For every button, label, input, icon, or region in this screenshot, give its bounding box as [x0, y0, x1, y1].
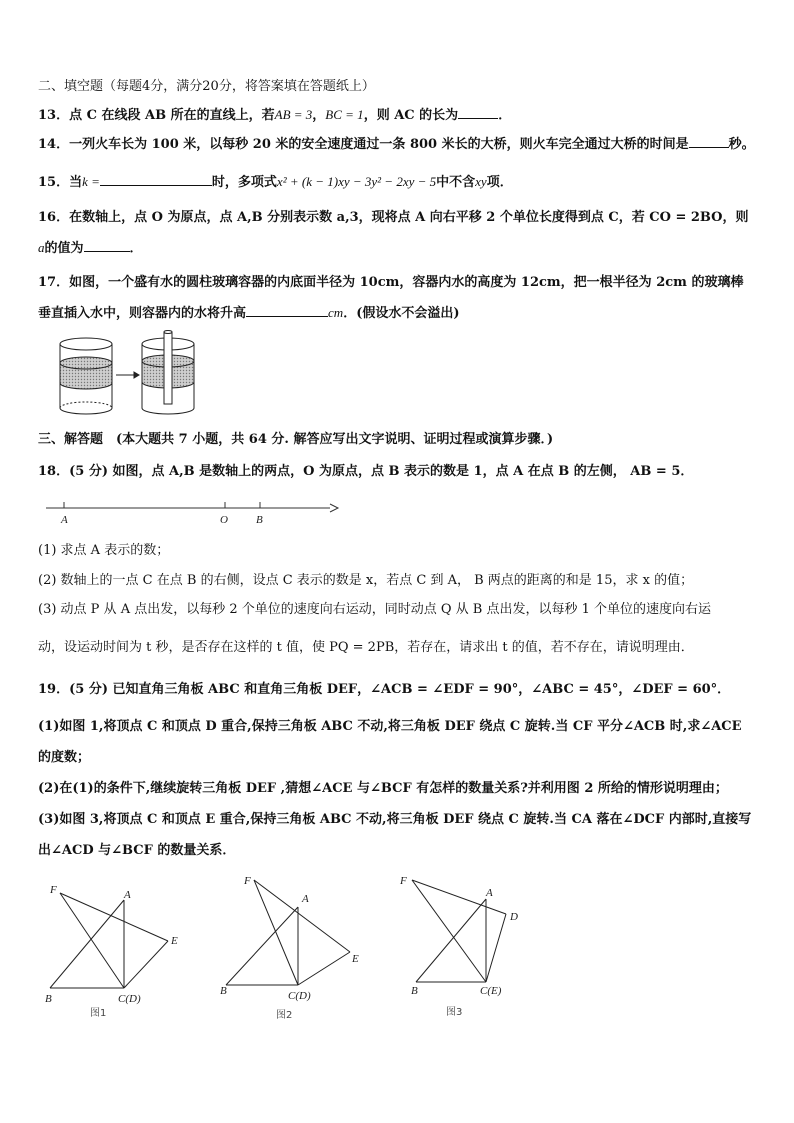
number-line [44, 498, 344, 528]
question-19-part2: (2)在(1)的条件下,继续旋转三角板 DEF ,猜想∠ACE 与∠BCF 有怎样的数量关系?并利用图 2 所给的情形说明理由； [38, 781, 728, 796]
fig2-caption: 图2 [276, 1010, 293, 1021]
fig1-label-b: B [45, 993, 52, 1005]
question-19-part3-line1: (3)如图 3,将顶点 C 和顶点 E 重合,保持三角板 ABC 不动,将三角板 DEF 绕点 C 旋转.当 CA 落在∠DCF 内部时,直接写 [38, 812, 752, 827]
number-line-label-b: B [256, 514, 263, 526]
fig3-label-d: D [510, 911, 518, 923]
question-18-stem: 18．(5 分) 如图，点 A,B 是数轴上的两点，O 为原点，点 B 表示的数是 1，点 A 在点 B 的左侧， AB = 5． [38, 464, 694, 479]
fig3-label-b: B [411, 985, 418, 997]
fig2-label-e: E [352, 953, 359, 965]
question-18-part1: (1) 求点 A 表示的数； [38, 543, 170, 558]
answer-blank-14[interactable] [689, 133, 729, 148]
fig3-caption: 图3 [446, 1007, 463, 1018]
cylinder-with-rod [142, 331, 194, 415]
fig1-label-a: A [124, 889, 131, 901]
question-19-part1-line2: 的度数； [38, 750, 91, 765]
number-line-label-a: A [61, 514, 68, 526]
answer-blank-17[interactable] [246, 302, 328, 317]
fig1-label-c: C(D) [118, 993, 141, 1005]
question-19-part3-line2: 出∠ACD 与∠BCF 的数量关系． [38, 843, 236, 858]
answer-blank-15[interactable] [100, 171, 212, 186]
fig2-label-c: C(D) [288, 990, 311, 1002]
question-15: 15．当k = 时，多项式x² + (k − 1)xy − 3y² − 2xy − 5中不含xy项． [38, 171, 764, 193]
fig1-label-e: E [171, 935, 178, 947]
cylinder-before [60, 338, 112, 414]
fig3-label-f: F [400, 875, 407, 887]
question-18-part3-line2: 动，设运动时间为 t 秒，是否存在这样的 t 值，使 PQ = 2PB，若存在，请求出 t 的值，若不存在，请说明理由． [38, 640, 694, 655]
question-17-line2: 垂直插入水中，则容器内的水将升高 cm．(假设水不会溢出) [38, 302, 764, 324]
number-line-label-o: O [220, 514, 228, 526]
fig2-label-a: A [302, 893, 309, 905]
question-13: 13．点 C 在线段 AB 所在的直线上，若AB = 3，BC = 1，则 AC 的长为 ． [38, 104, 764, 126]
fig3-label-c: C(E) [480, 985, 502, 997]
figure-1 [40, 878, 190, 1023]
fig1-caption: 图1 [90, 1008, 107, 1019]
question-19-part1-line1: (1)如图 1,将顶点 C 和顶点 D 重合,保持三角板 ABC 不动,将三角板 DEF 绕点 C 旋转.当 CF 平分∠ACB 时,求∠ACE [38, 719, 742, 734]
answer-blank-16[interactable] [84, 237, 130, 252]
section-3-title: 三、解答题 (本大题共 7 小题，共 64 分. 解答应写出文字说明、证明过程或演算步骤．) [38, 432, 554, 447]
arrow-right-icon [116, 372, 139, 378]
question-18-part2: (2) 数轴上的一点 C 在点 B 的右侧，设点 C 表示的数是 x，若点 C 到 A， B 两点的距离的和是 15，求 x 的值； [38, 573, 694, 588]
section-2-title: 二、填空题（每题4分，满分20分，将答案填在答题纸上） [38, 79, 375, 94]
question-16-line1: 16．在数轴上，点 O 为原点，点 A,B 分别表示数 a,3，现将点 A 向右平移 2 个单位长度得到点 C，若 CO = 2BO，则 [38, 210, 749, 225]
figure-3 [396, 872, 546, 1022]
fig3-label-a: A [486, 887, 493, 899]
figure-2 [214, 872, 374, 1027]
question-17-line1: 17．如图，一个盛有水的圆柱玻璃容器的内底面半径为 10cm，容器内水的高度为 12cm，把一根半径为 2cm 的玻璃棒 [38, 275, 744, 290]
fig2-label-b: B [220, 985, 227, 997]
question-14: 14．一列火车长为 100 米，以每秒 20 米的安全速度通过一条 800 米长的大桥，则火车完全通过大桥的时间是 秒。 [38, 133, 764, 155]
question-18-part3-line1: (3) 动点 P 从 A 点出发，以每秒 2 个单位的速度向右运动，同时动点 Q 从 B 点出发，以每秒 1 个单位的速度向右运 [38, 602, 712, 617]
cylinder-figure [38, 330, 188, 420]
question-19-stem: 19．(5 分) 已知直角三角板 ABC 和直角三角板 DEF，∠ACB = ∠EDF = 90°，∠ABC = 45°，∠DEF = 60°． [38, 682, 731, 697]
answer-blank-13[interactable] [458, 104, 498, 119]
fig2-label-f: F [244, 875, 251, 887]
fig1-label-f: F [50, 884, 57, 896]
question-16-line2: a的值为 ． [38, 237, 764, 259]
